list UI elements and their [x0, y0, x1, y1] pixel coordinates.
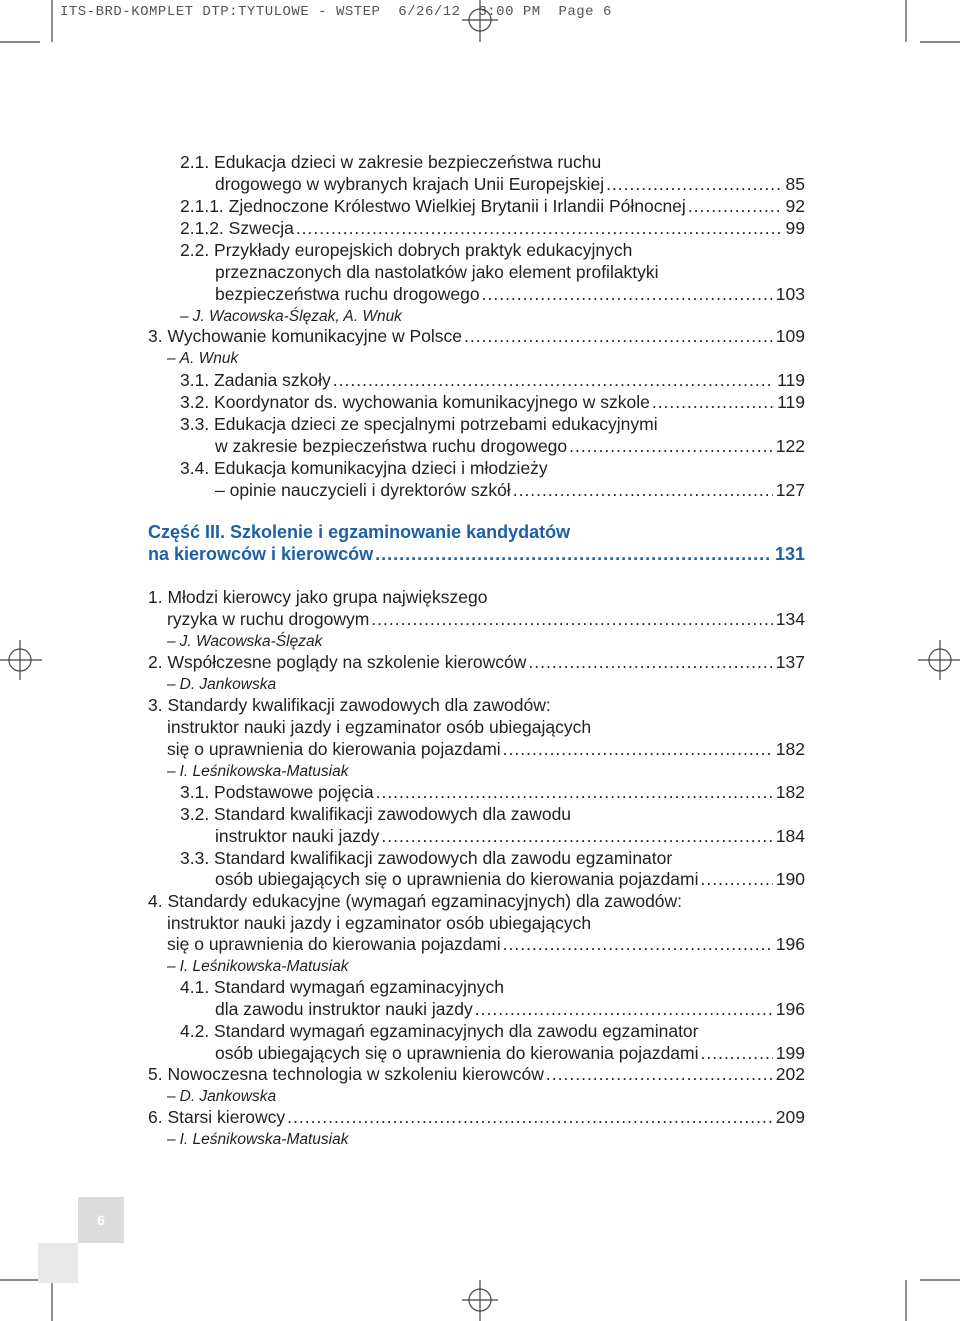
toc-entry: instruktor nauki jazdy i egzaminator osób ubiegających — [167, 913, 592, 933]
toc-entry: osób ubiegających się o uprawnienia do kierowania pojazdami ..... 190 — [215, 869, 805, 890]
page-number: 6 — [78, 1197, 124, 1243]
toc-entry: 2.2. Przykłady europejskich dobrych praktyk edukacyjnych — [180, 240, 633, 260]
toc-entry: 1. Młodzi kierowcy jako grupa największego — [148, 587, 488, 607]
page-number-shade — [38, 1243, 78, 1283]
toc-entry: 6. Starsi kierowcy ..... 209 — [148, 1107, 805, 1128]
toc-entry: 3. Wychowanie komunikacyjne w Polsce ..... 109 — [148, 326, 805, 347]
toc-entry: 3.4. Edukacja komunikacyjna dzieci i młodzieży — [180, 458, 548, 478]
toc-entry: przeznaczonych dla nastolatków jako element profilaktyki — [215, 262, 659, 282]
registration-mark-right — [918, 640, 960, 680]
registration-mark-left — [0, 640, 42, 680]
registration-mark-top — [462, 0, 498, 42]
part-heading: Część III. Szkolenie i egzaminowanie kandydatów — [148, 522, 571, 542]
toc-entry: – opinie nauczycieli i dyrektorów szkół ..... 127 — [215, 480, 805, 501]
toc-author: – D. Jankowska — [167, 1088, 277, 1105]
toc-entry: 3.3. Edukacja dzieci ze specjalnymi potrzebami edukacyjnymi — [180, 414, 658, 434]
toc-entry: 2. Współczesne poglądy na szkolenie kierowców ..... 137 — [148, 652, 805, 673]
toc-entry: 2.1.2. Szwecja ..... 99 — [180, 218, 805, 239]
toc-author: – I. Leśnikowska-Matusiak — [167, 1131, 349, 1148]
toc-entry: instruktor nauki jazdy i egzaminator osób ubiegających — [167, 717, 592, 737]
registration-mark-bottom — [462, 1280, 498, 1321]
toc-entry: 3.1. Podstawowe pojęcia ..... 182 — [180, 782, 805, 803]
toc-entry: 4.2. Standard wymagań egzaminacyjnych dla zawodu egzaminator — [180, 1021, 699, 1041]
toc-entry: 3. Standardy kwalifikacji zawodowych dla zawodów: — [148, 695, 551, 715]
toc-entry: 5. Nowoczesna technologia w szkoleniu kierowców ..... 202 — [148, 1064, 805, 1085]
toc-author: – I. Leśnikowska-Matusiak — [167, 958, 349, 975]
toc-entry: 3.2. Standard kwalifikacji zawodowych dla zawodu — [180, 804, 572, 824]
toc-entry: drogowego w wybranych krajach Unii Europejskiej ..... 85 — [215, 174, 805, 195]
toc-entry: 4.1. Standard wymagań egzaminacyjnych — [180, 977, 504, 997]
toc-entry: 3.2. Koordynator ds. wychowania komunikacyjnego w szkole ..... 119 — [180, 392, 805, 413]
toc-author: – I. Leśnikowska-Matusiak — [167, 763, 349, 780]
part-heading-with-page: na kierowców i kierowców ..... 131 — [148, 544, 805, 565]
toc-author: – A. Wnuk — [167, 350, 239, 367]
toc-entry: 2.1. Edukacja dzieci w zakresie bezpieczeństwa ruchu — [180, 152, 602, 172]
toc-entry: osób ubiegających się o uprawnienia do kierowania pojazdami ..... 199 — [215, 1043, 805, 1064]
toc-entry: bezpieczeństwa ruchu drogowego ..... 103 — [215, 284, 805, 305]
toc-author: – J. Wacowska-Ślęzak — [167, 633, 323, 650]
toc-entry: instruktor nauki jazdy ..... 184 — [215, 826, 805, 847]
toc-entry: się o uprawnienia do kierowania pojazdami ..... 182 — [167, 739, 805, 760]
print-slug-line: ITS-BRD-KOMPLET DTP:TYTULOWE - WSTEP 6/26/12 3:00 PM Page 6 — [60, 4, 612, 20]
toc-author: – D. Jankowska — [167, 676, 277, 693]
toc-entry: ryzyka w ruchu drogowym ..... 134 — [167, 609, 805, 630]
toc-entry: 3.3. Standard kwalifikacji zawodowych dla zawodu egzaminator — [180, 848, 673, 868]
toc-author: – J. Wacowska-Ślęzak, A. Wnuk — [180, 308, 402, 325]
toc-entry: 2.1.1. Zjednoczone Królestwo Wielkiej Brytanii i Irlandii Północnej ..... 92 — [180, 196, 805, 217]
toc-entry: się o uprawnienia do kierowania pojazdami ..... 196 — [167, 934, 805, 955]
toc-entry: 4. Standardy edukacyjne (wymagań egzaminacyjnych) dla zawodów: — [148, 891, 683, 911]
toc-entry: w zakresie bezpieczeństwa ruchu drogowego ..... 122 — [215, 436, 805, 457]
toc-entry: dla zawodu instruktor nauki jazdy ..... 196 — [215, 999, 805, 1020]
toc-entry: 3.1. Zadania szkoły ..... 119 — [180, 370, 805, 391]
